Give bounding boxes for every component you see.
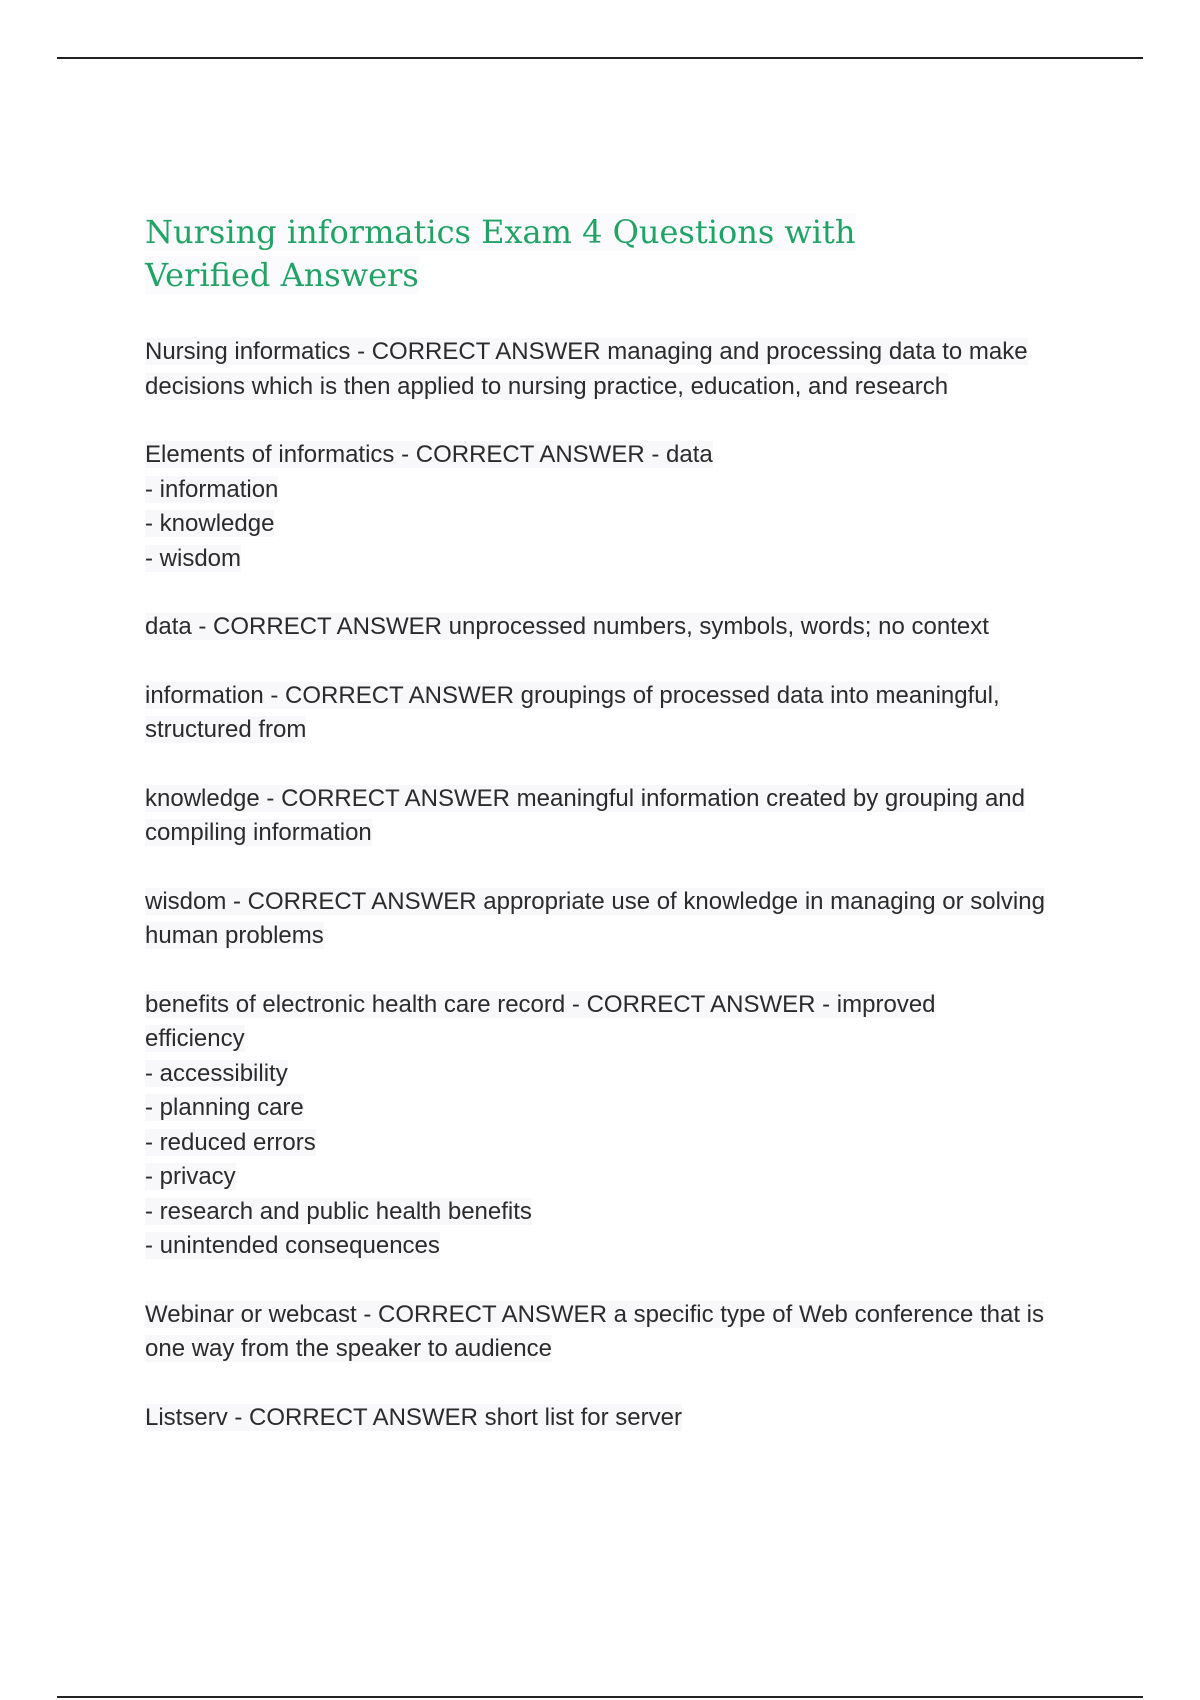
qa-entry-webinar xyxy=(145,1298,1105,1367)
entry-line: Webinar or webcast - CORRECT ANSWER a specific type of Web conference that is xyxy=(145,1300,1045,1328)
entry-line: efficiency xyxy=(145,1025,245,1052)
qa-entry-ehr-benefits xyxy=(145,988,1105,1264)
entry-line: - planning care xyxy=(145,1094,304,1121)
qa-entry-wisdom xyxy=(145,885,1105,954)
entry-line: information - CORRECT ANSWER groupings of processed data into meaningful, xyxy=(145,681,1000,709)
entry-line: compiling information xyxy=(145,819,372,846)
entry-line: - unintended consequences xyxy=(145,1232,440,1259)
qa-entry-information xyxy=(145,679,1105,748)
top-rule xyxy=(57,57,1143,59)
entry-line: benefits of electronic health care record - CORRECT ANSWER - improved xyxy=(145,990,936,1018)
entry-line: Elements of informatics - CORRECT ANSWER - data xyxy=(145,441,713,468)
entry-line: - wisdom xyxy=(145,544,242,572)
document-body xyxy=(145,211,1105,1435)
qa-entry-elements-of-informatics xyxy=(145,438,1105,576)
qa-entry-listserv xyxy=(145,1401,1105,1436)
title-block xyxy=(145,211,965,297)
entry-line: - privacy xyxy=(145,1163,236,1190)
entry-line: wisdom - CORRECT ANSWER appropriate use of knowledge in managing or solving xyxy=(145,887,1045,915)
entry-line: human problems xyxy=(145,922,324,949)
qa-entry-data xyxy=(145,610,1105,645)
entry-line: data - CORRECT ANSWER unprocessed numbers, symbols, words; no context xyxy=(145,613,989,640)
entry-line: - research and public health benefits xyxy=(145,1197,532,1225)
qa-entry-knowledge xyxy=(145,782,1105,851)
entry-line: Nursing informatics - CORRECT ANSWER managing and processing data to make xyxy=(145,338,1028,365)
entry-line: - reduced errors xyxy=(145,1128,316,1156)
bottom-rule xyxy=(57,1696,1143,1698)
entry-line: one way from the speaker to audience xyxy=(145,1335,552,1362)
entry-line: structured from xyxy=(145,716,307,743)
entry-line: - knowledge xyxy=(145,510,275,537)
entry-line: decisions which is then applied to nursing practice, education, and research xyxy=(145,372,949,400)
qa-entry-nursing-informatics xyxy=(145,335,1105,404)
entry-line: - accessibility xyxy=(145,1059,288,1087)
entry-line: Listserv - CORRECT ANSWER short list for server xyxy=(145,1403,682,1431)
entry-line: knowledge - CORRECT ANSWER meaningful information created by grouping and xyxy=(145,784,1025,812)
document-title: Nursing informatics Exam 4 Questions with Verified Answers xyxy=(145,213,856,294)
entry-line: - information xyxy=(145,475,279,503)
